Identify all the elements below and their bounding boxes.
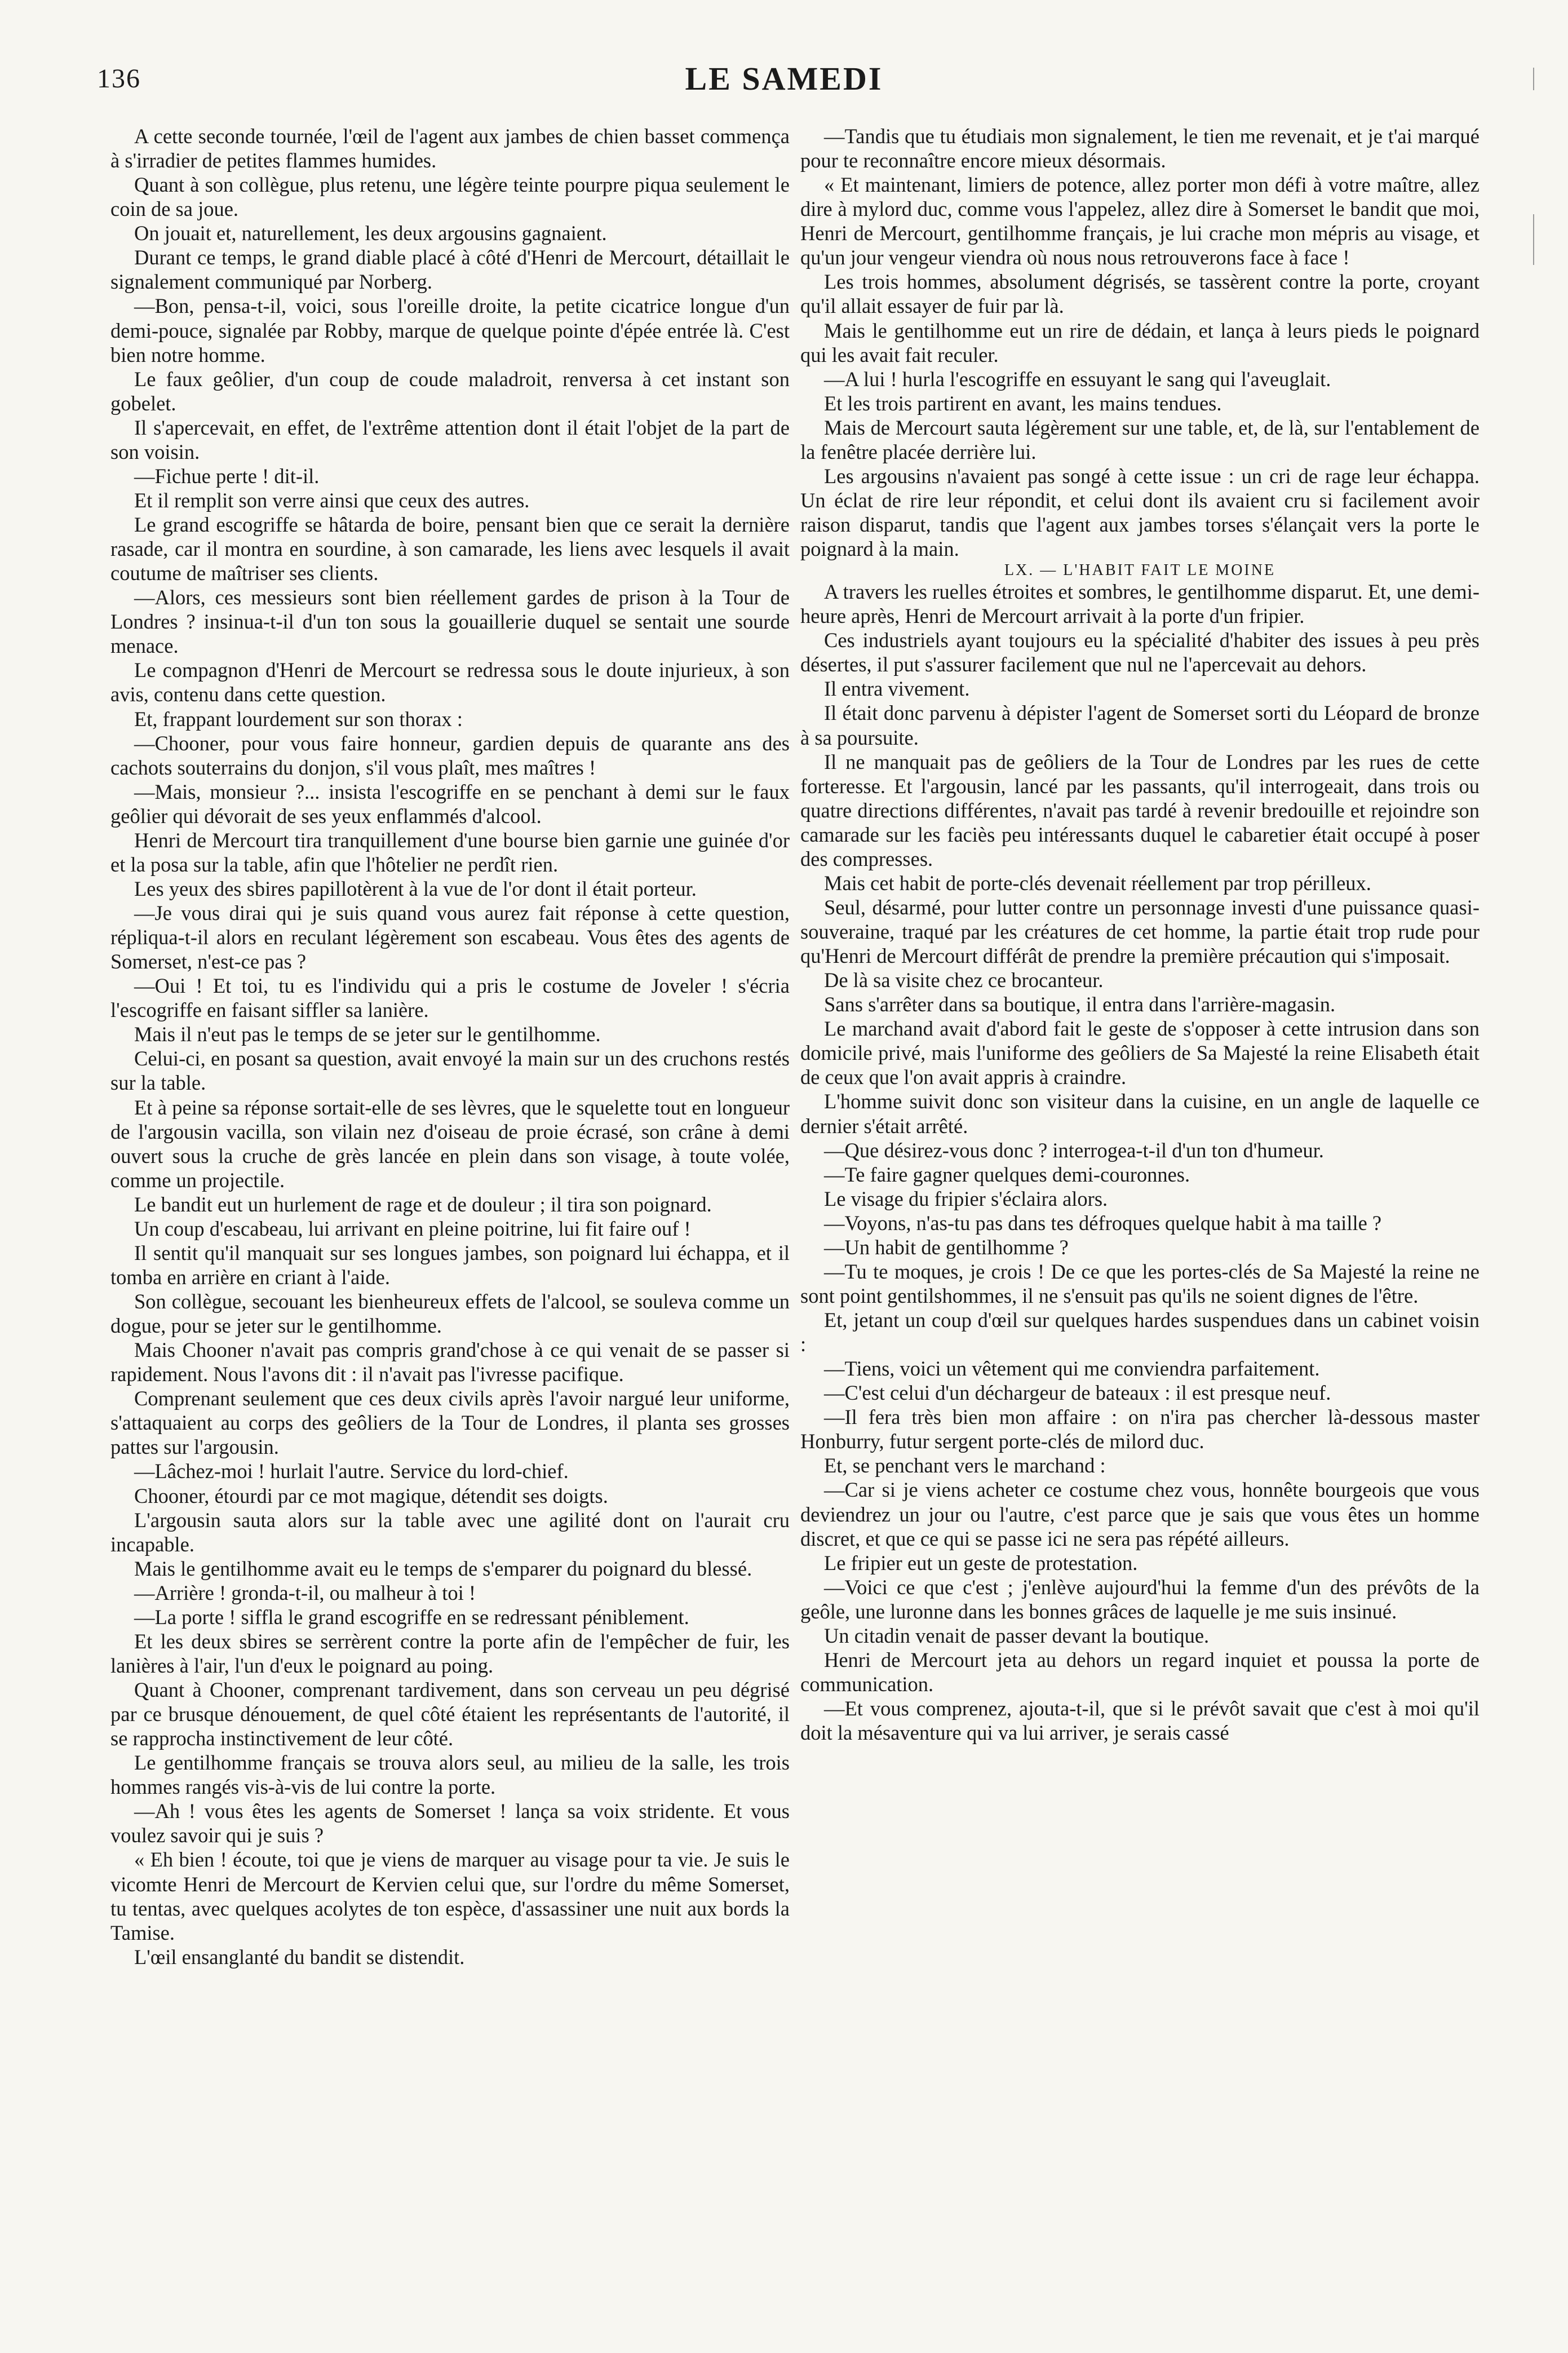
paragraph: —Bon, pensa-t-il, voici, sous l'oreille droite, la petite cicatrice longue d'un demi-pouce, signalée par Robby, marque de quelque pointe d'épée entrée là. C'est bien notre homme. [110,294,790,366]
paragraph: Et les deux sbires se serrèrent contre la porte afin de l'empêcher de fuir, les lanières à l'air, l'un d'eux le poignard au poing. [110,1629,790,1677]
paragraph: A travers les ruelles étroites et sombres, le gentilhomme disparut. Et, une demi-heure après, Henri de Mercourt arrivait à la porte d'un fripier. [800,580,1480,628]
paragraph: Quant à son collègue, plus retenu, une légère teinte pourpre piqua seulement le coin de sa joue. [110,173,790,221]
paragraph: Il sentit qu'il manquait sur ses longues jambes, son poignard lui échappa, et il tomba en arrière en criant à l'aide. [110,1241,790,1289]
paragraph: De là sa visite chez ce brocanteur. [824,968,1104,992]
paragraph: Le fripier eut un geste de protestation. [824,1551,1138,1574]
paragraph: —Te faire gagner quelques demi-couronnes. [824,1162,1190,1186]
paragraph: « Eh bien ! écoute, toi que je viens de marquer au visage pour ta vie. Je suis le vicomte Henri de Mercourt de Kervien celui que, sur l'ordre du même Somerset, tu tentas, avec quelques acolytes de ton espèce, d'assassiner une nuit aux bords la Tamise. [110,1848,790,1944]
paragraph: —Alors, ces messieurs sont bien réellement gardes de prison à la Tour de Londres ? insinua-t-il d'un ton sous la gouaillerie duquel se sentait une sourde menace. [110,586,790,658]
paragraph: On jouait et, naturellement, les deux argousins gagnaient. [134,222,607,245]
paragraph: Le grand escogriffe se hâtarda de boire, pensant bien que ce serait la dernière rasade, car il montra en sourdine, à son camarade, les liens avec lesquels il avait coutume de maîtriser ses clients. [110,513,790,585]
page-edge-mark [1533,68,1534,90]
paragraph: Henri de Mercourt jeta au dehors un regard inquiet et poussa la porte de communication. [800,1648,1480,1696]
paragraph: Et, jetant un coup d'œil sur quelques hardes suspendues dans un cabinet voisin : [800,1308,1480,1356]
paragraph: Un coup d'escabeau, lui arrivant en pleine poitrine, lui fit faire ouf ! [134,1217,691,1240]
paragraph: Celui-ci, en posant sa question, avait envoyé la main sur un des cruchons restés sur la table. [110,1047,790,1095]
paragraph: Mais cet habit de porte-clés devenait réellement par trop périlleux. [824,871,1371,895]
page-edge-mark [1533,214,1534,265]
paragraph: —Tu te moques, je crois ! De ce que les portes-clés de Sa Majesté la reine ne sont point gentilshommes, il ne s'ensuit pas qu'ils ne soient dignes de l'être. [800,1259,1480,1307]
paragraph: —Fichue perte ! dit-il. [134,464,320,488]
paragraph: Et les trois partirent en avant, les mains tendues. [824,391,1222,415]
paragraph: Le gentilhomme français se trouva alors seul, au milieu de la salle, les trois hommes rangés vis-à-vis de lui contre la porte. [110,1751,790,1799]
paragraph: —Il fera très bien mon affaire : on n'ira pas chercher là-dessous master Honburry, futur sergent porte-clés de milord duc. [800,1405,1480,1453]
paragraph: A cette seconde tournée, l'œil de l'agent aux jambes de chien basset commença à s'irradier de petites flammes humides. [110,125,790,173]
paragraph: Mais il n'eut pas le temps de se jeter sur le gentilhomme. [134,1023,601,1046]
paragraph: —Chooner, pour vous faire honneur, gardien depuis de quarante ans des cachots souterrains du donjon, s'il vous plaît, mes maîtres ! [110,731,790,779]
page-number: 136 [97,64,141,94]
paragraph: Le faux geôlier, d'un coup de coude maladroit, renversa à cet instant son gobelet. [110,367,790,415]
paragraph: Et à peine sa réponse sortait-elle de ses lèvres, que le squelette tout en longueur de l'argousin vacilla, son vilain nez d'oiseau de proie écrasé, son crâne à demi ouvert sous la cruche de grès lancée en plein dans son visage, à toute volée, comme un projectile. [110,1095,790,1192]
paragraph: —Lâchez-moi ! hurlait l'autre. Service du lord-chief. [134,1459,569,1483]
chapter-title: LX. — L'HABIT FAIT LE MOINE [1004,561,1276,580]
paragraph: Et, frappant lourdement sur son thorax : [134,707,463,731]
paragraph: Et, se penchant vers le marchand : [824,1454,1106,1478]
paragraph: Sans s'arrêter dans sa boutique, il entra dans l'arrière-magasin. [824,993,1336,1016]
paragraph: Le compagnon d'Henri de Mercourt se redressa sous le doute injurieux, à son avis, contenu dans cette question. [110,658,790,706]
left-column [110,124,790,1969]
paragraph: Le bandit eut un hurlement de rage et de douleur ; il tira son poignard. [134,1192,712,1216]
paragraph: Henri de Mercourt tira tranquillement d'une bourse bien garnie une guinée d'or et la posa sur la table, afin que l'hôtelier ne perdît rien. [110,828,790,876]
paragraph: Un citadin venait de passer devant la boutique. [824,1624,1210,1647]
paragraph: —Voici ce que c'est ; j'enlève aujourd'hui la femme d'un des prévôts de la geôle, une luronne dans les bonnes grâces de laquelle je me suis insinué. [800,1575,1480,1623]
paragraph: —La porte ! siffla le grand escogriffe en se redressant péniblement. [134,1605,689,1629]
paragraph: Les argousins n'avaient pas songé à cette issue : un cri de rage leur échappa. Un éclat de rire leur répondit, et celui dont ils avaient cru si facilement avoir raison disparut, tandis que l'agent aux jambes torses s'élançait vers la porte le poignard à la main. [800,464,1480,561]
paragraph: « Et maintenant, limiers de potence, allez porter mon défi à votre maître, allez dire à mylord duc, comme vous l'appelez, allez dire à Somerset le bandit que moi, Henri de Mercourt, gentilhomme français, je lui crache mon mépris au visage, et qu'un jour vengeur viendra où nous nous retrouverons face à face ! [800,173,1480,269]
paragraph: Quant à Chooner, comprenant tardivement, dans son cerveau un peu dégrisé par ce brusque dénouement, de quel côté étaient les représentants de l'autorité, il se rapprocha instinctivement de leur côté. [110,1678,790,1750]
paragraph: Les trois hommes, absolument dégrisés, se tassèrent contre la porte, croyant qu'il allait essayer de fuir par là. [800,270,1480,318]
paragraph: —Tandis que tu étudiais mon signalement, le tien me revenait, et je t'ai marqué pour te reconnaître encore mieux désormais. [800,125,1480,173]
paragraph: —Mais, monsieur ?... insista l'escogriffe en se penchant à demi sur le faux geôlier qui dévorait de ses yeux enflammés d'alcool. [110,780,790,828]
paragraph: Mais Chooner n'avait pas compris grand'chose à ce qui venait de se passer si rapidement. Nous l'avons dit : il n'avait pas l'ivresse pacifique. [110,1338,790,1386]
paragraph: —Voyons, n'as-tu pas dans tes défroques quelque habit à ma taille ? [824,1211,1382,1235]
paragraph: —Et vous comprenez, ajouta-t-il, que si le prévôt savait que c'est à moi qu'il doit la mésaventure qui va lui arriver, je serais cassé [800,1697,1480,1745]
paragraph: —Oui ! Et toi, tu es l'individu qui a pris le costume de Joveler ! s'écria l'escogriffe en faisant siffler sa lanière. [110,974,790,1022]
paragraph: Mais le gentilhomme avait eu le temps de s'emparer du poignard du blessé. [134,1556,752,1580]
paragraph: Il ne manquait pas de geôliers de la Tour de Londres par les rues de cette forteresse. Et l'argousin, lancé par les passants, qu'il interrogeait, dans trois ou quatre directions différentes, n'avait pas tardé à revenir bredouille et rejoindre son camarade sur les faciès peu intéressants duquel le cabaretier était occupé à poser des compresses. [800,750,1480,870]
paragraph: Il s'apercevait, en effet, de l'extrême attention dont il était l'objet de la part de son voisin. [110,415,790,463]
paragraph: —Que désirez-vous donc ? interrogea-t-il d'un ton d'humeur. [824,1138,1324,1162]
paragraph: —Je vous dirai qui je suis quand vous aurez fait réponse à cette question, répliqua-t-il alors en reculant légèrement son escabeau. Vous êtes des agents de Somerset, n'est-ce pas ? [110,901,790,974]
paragraph: —Un habit de gentilhomme ? [824,1235,1069,1259]
paragraph: Le marchand avait d'abord fait le geste de s'opposer à cette intrusion dans son domicile privé, mais l'uniforme des geôliers de Sa Majesté la reine Elisabeth était de ceux que l'on avait appris à craindre. [800,1017,1480,1089]
paragraph: L'œil ensanglanté du bandit se distendit. [134,1945,465,1969]
paragraph: L'homme suivit donc son visiteur dans la cuisine, en un angle de laquelle ce dernier s'était arrêté. [800,1090,1480,1138]
paragraph: Son collègue, secouant les bienheureux effets de l'alcool, se souleva comme un dogue, pour se jeter sur le gentilhomme. [110,1290,790,1338]
paragraph: Ces industriels ayant toujours eu la spécialité d'habiter des issues à peu près désertes, il put s'assurer facilement que nul ne l'apercevait au dehors. [800,629,1480,676]
paragraph: Il était donc parvenu à dépister l'agent de Somerset sorti du Léopard de bronze à sa poursuite. [800,701,1480,749]
paragraph: Mais de Mercourt sauta légèrement sur une table, et, de là, sur l'entablement de la fenêtre placée derrière lui. [800,415,1480,463]
paragraph: —Car si je viens acheter ce costume chez vous, honnête bourgeois que vous deviendrez un jour ou l'autre, c'est parce que je sais que vous êtes un homme discret, et que ce qui se passe ici ne sera pas répété ailleurs. [800,1478,1480,1550]
paragraph: —Ah ! vous êtes les agents de Somerset ! lança sa voix stridente. Et vous voulez savoir qui je suis ? [110,1799,790,1847]
paragraph: Seul, désarmé, pour lutter contre un personnage investi d'une puissance quasi-souveraine, traqué par les créatures de cet homme, la partie était trop rude pour qu'Henri de Mercourt différât de prendre la première précaution qui s'imposait. [800,895,1480,968]
running-title: LE SAMEDI [685,60,883,97]
paragraph: Les yeux des sbires papillotèrent à la vue de l'or dont il était porteur. [134,877,697,900]
paragraph: Comprenant seulement que ces deux civils après l'avoir nargué leur uniforme, s'attaquaient au corps des geôliers de la Tour de Londres, il planta ses grosses pattes sur l'argousin. [110,1387,790,1459]
paragraph: Et il remplit son verre ainsi que ceux des autres. [134,488,530,512]
paragraph: Durant ce temps, le grand diable placé à côté d'Henri de Mercourt, détaillait le signalement communiqué par Norberg. [110,246,790,294]
paragraph: —A lui ! hurla l'escogriffe en essuyant le sang qui l'aveuglait. [824,367,1331,391]
paragraph: Il entra vivement. [824,677,970,701]
paragraph: —Tiens, voici un vêtement qui me conviendra parfaitement. [824,1357,1320,1381]
paragraph: Chooner, étourdi par ce mot magique, détendit ses doigts. [134,1484,608,1507]
paragraph: L'argousin sauta alors sur la table avec une agilité dont on l'aurait cru incapable. [110,1508,790,1556]
paragraph: Mais le gentilhomme eut un rire de dédain, et lança à leurs pieds le poignard qui les avait fait reculer. [800,319,1480,366]
paragraph: —Arrière ! gronda-t-il, ou malheur à toi ! [134,1581,476,1604]
right-column [800,124,1480,1745]
paragraph: —C'est celui d'un déchargeur de bateaux : il est presque neuf. [824,1381,1331,1405]
paragraph: Le visage du fripier s'éclaira alors. [824,1187,1108,1210]
